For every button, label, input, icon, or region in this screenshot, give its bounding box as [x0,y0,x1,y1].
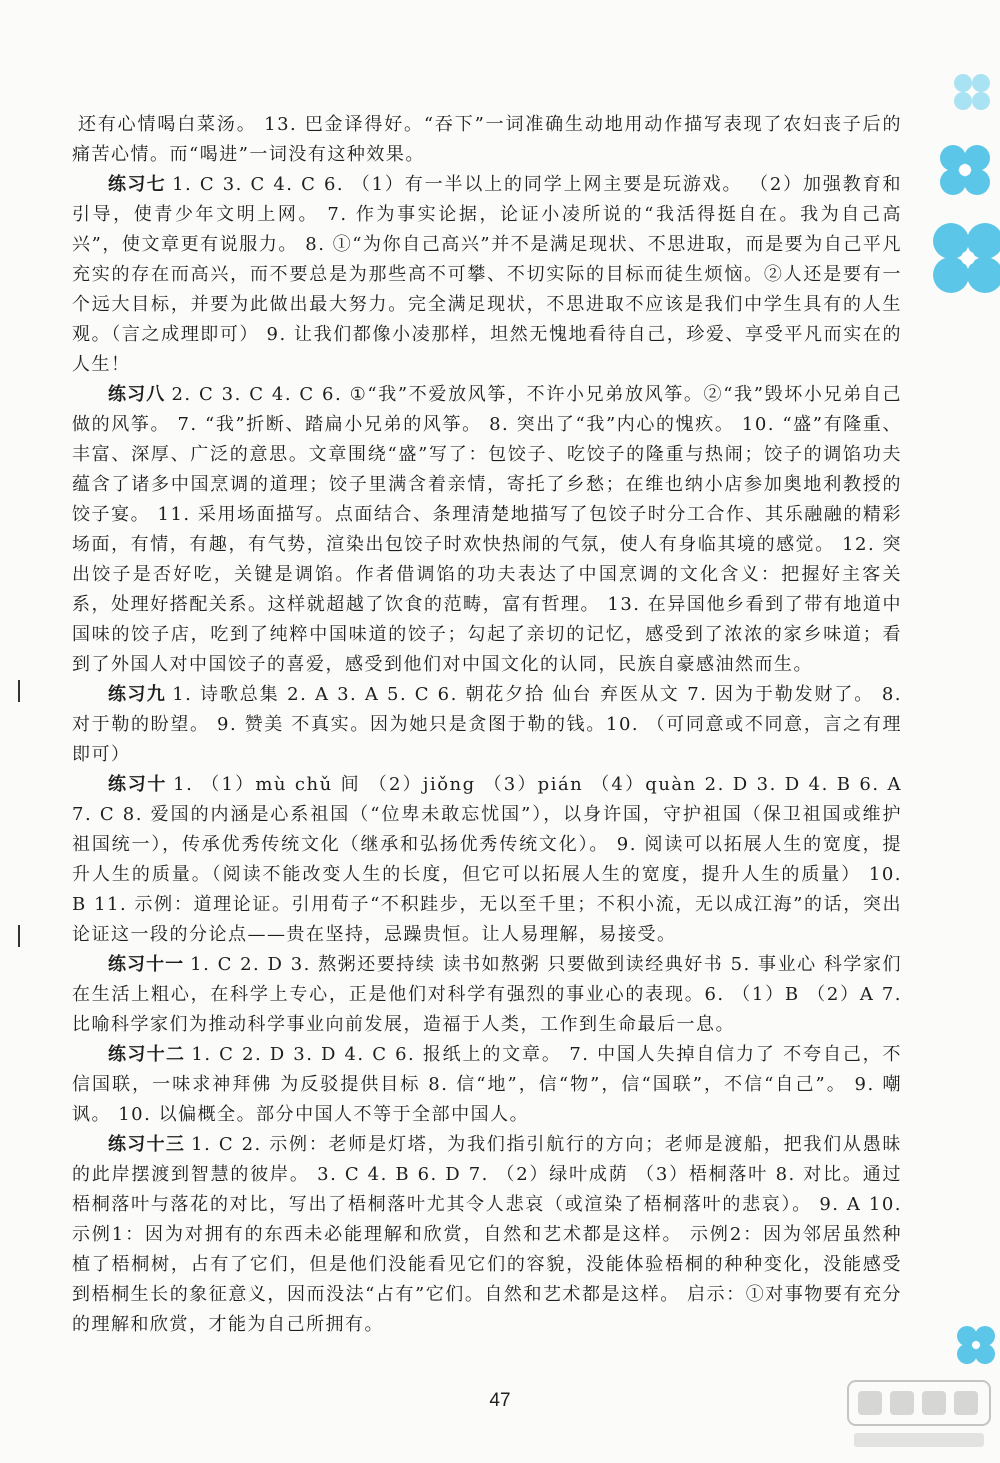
answer-paragraph [72,770,902,950]
answer-text: 1. C 2. 示例：老师是灯塔，为我们指引航行的方向；老师是渡船，把我们从愚昧的此岸摆渡到智慧的彼岸。 3. C 4. B 6. D 7. （2）绿叶成荫 （3）梧桐落叶 8. 对比。通过梧桐落叶与落花的对比，写出了梧桐落叶尤其令人悲哀（或渲染了梧桐落叶的悲哀）。 9. A 10. 示例1：因为对拥有的东西未必能理解和欣赏，自然和艺术都是这样。 示例2：因为邻居虽然种植了梧桐树，占有了它们，但是他们没能看见它们的容貌，没能体验梧桐的种种变化，没能感受到梧桐生长的象征意义，因而没法“占有”它们。自然和艺术都是这样。 启示：①对事物要有充分的理解和欣赏，才能为自己所拥有。 [72,1134,902,1335]
exercise-label: 练习八 [108,384,166,405]
answer-paragraph [72,380,902,680]
answer-text: 还有心情喝白菜汤。 13. 巴金译得好。“吞下”一词准确生动地用动作描写表现了农妇丧子后的痛苦心情。而“喝进”一词没有这种效果。 [72,114,902,165]
exercise-label: 练习十一 [108,954,185,975]
answer-text-body [72,110,902,1340]
answer-paragraph [72,680,902,770]
answer-paragraph [72,1040,902,1130]
watermark-logo-icon [844,1375,994,1455]
answer-text: 1. C 2. D 3. 熬粥还要持续 读书如熬粥 只要做到读经典好书 5. 事业心 科学家们在生活上粗心，在科学上专心，正是他们对科学有强烈的事业心的表现。6. （1）B （2）A 7. 比喻科学家们为推动科学事业向前发展，造福于人类，工作到生命最后一息。 [72,954,902,1035]
exercise-label: 练习七 [108,174,167,195]
clover-small-icon [940,1315,1000,1375]
page-number: 47 [489,1390,511,1411]
answer-paragraph [72,170,902,380]
answer-paragraph [72,950,902,1040]
exercise-label: 练习十三 [108,1134,186,1155]
scan-mark [18,680,20,702]
answer-text: 1. （1）mù chǔ 间 （2）jiǒng （3）pián （4）quàn 2. D 3. D 4. B 6. A 7. C 8. 爱国的内涵是心系祖国（“位卑未敢忘忧国”），以身许国，守护祖国（保卫祖国或维护祖国统一），传承优秀传统文化（继承和弘扬优秀传统文化）。 9. 阅读可以拓展人生的宽度，提升人生的质量。（阅读不能改变人生的长度，但它可以拓展人生的宽度，提升人生的质量） 10. B 11. 示例：道理论证。引用荀子“不积跬步，无以至千里；不积小流，无以成江海”的话，突出论证这一段的分论点——贵在坚持，忌躁贵恒。让人易理解，易接受。 [72,774,902,945]
answer-text: 1. 诗歌总集 2. A 3. A 5. C 6. 朝花夕拾 仙台 弃医从文 7. 因为于勒发财了。 8. 对于勒的盼望。 9. 赞美 不真实。因为她只是贪图于勒的钱。10. （可同意或不同意，言之有理即可） [72,684,902,765]
exercise-label: 练习九 [108,684,167,705]
answer-paragraph [72,110,902,170]
exercise-label: 练习十 [108,774,168,795]
answer-text: 1. C 2. D 3. D 4. C 6. 报纸上的文章。 7. 中国人失掉自信力了 不夸自己，不信国联，一味求神拜佛 为反驳提供目标 8. 信“地”，信“物”，信“国联”，不信“自己”。 9. 嘲讽。 10. 以偏概全。部分中国人不等于全部中国人。 [72,1044,903,1125]
answer-text: 1. C 3. C 4. C 6. （1）有一半以上的同学上网主要是玩游戏。 （2）加强教育和引导，使青少年文明上网。 7. 作为事实论据，论证小凌所说的“我活得挺自在。我为自己高兴”，使文章更有说服力。 8. ①“为你自己高兴”并不是满足现状、不思进取，而是要为自己平凡充实的存在而高兴，而不要总是为那些高不可攀、不切实际的目标而徒生烦恼。②人还是要有一个远大目标，并要为此做出最大努力。完全满足现状，不思进取不应该是我们中学生具有的人生观。（言之成理即可） 9. 让我们都像小凌那样，坦然无愧地看待自己，珍爱、享受平凡而实在的人生！ [72,174,902,375]
answer-paragraph [72,1130,902,1340]
scan-mark [18,925,20,947]
exercise-label: 练习十二 [108,1044,186,1065]
answer-text: 2. C 3. C 4. C 6. ①“我”不爱放风筝，不许小兄弟放风筝。②“我”毁坏小兄弟自己做的风筝。 7. “我”折断、踏扁小兄弟的风筝。 8. 突出了“我”内心的愧疚。 10. “盛”有隆重、丰富、深厚、广泛的意思。文章围绕“盛”写了：包饺子、吃饺子的隆重与热闹；饺子的调馅功夫蕴含了诸多中国烹调的道理；饺子里满含着亲情，寄托了乡愁；在维也纳小店参加奥地利教授的饺子宴。 11. 采用场面描写。点面结合、条理清楚地描写了包饺子时分工合作、其乐融融的精彩场面，有情，有趣，有气势，渲染出包饺子时欢快热闹的气氛，使人有身临其境的感觉。 12. 突出饺子是否好吃，关键是调馅。作者借调馅的功夫表达了中国烹调的文化含义：把握好主客关系，处理好搭配关系。这样就超越了饮食的范畴，富有哲理。 13. 在异国他乡看到了带有地道中国味的饺子店，吃到了纯粹中国味道的饺子；勾起了亲切的记忆，感受到了浓浓的家乡味道；看到了外国人对中国饺子的喜爱，感受到他们对中国文化的认同，民族自豪感油然而生。 [72,384,902,675]
